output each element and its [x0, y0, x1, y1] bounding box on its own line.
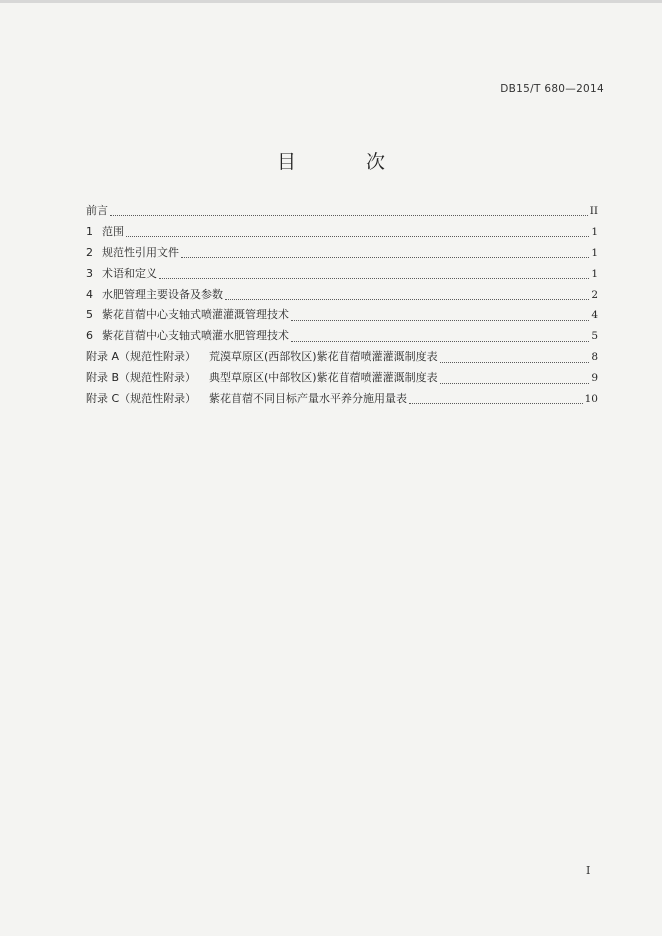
dot-leader	[440, 361, 590, 363]
toc-entry-page: 10	[584, 393, 598, 406]
toc-entry-appendix-a[interactable]	[86, 347, 598, 368]
toc-entry-page: 5	[591, 330, 598, 343]
toc-entry-page: 9	[591, 372, 598, 385]
toc-entry-page: 4	[591, 309, 598, 322]
toc-entry-number: 6	[86, 329, 93, 343]
toc-entry-appendix-c[interactable]	[86, 389, 598, 410]
dot-leader	[440, 382, 590, 384]
dot-leader	[409, 402, 583, 404]
toc-entry-page: II	[589, 205, 598, 217]
dot-leader	[181, 256, 589, 258]
toc-entry-6[interactable]	[86, 326, 598, 347]
toc-entry-number: 4	[86, 287, 93, 301]
toc-entry-5[interactable]	[86, 305, 598, 326]
toc-entry-label: 水肥管理主要设备及参数	[102, 287, 223, 301]
toc-entry-foreword[interactable]	[86, 201, 598, 222]
toc-entry-label: 规范性引用文件	[102, 245, 179, 259]
standard-code: DB15/T 680—2014	[500, 83, 604, 95]
toc-entry-number: 2	[86, 245, 93, 259]
dot-leader	[126, 235, 589, 237]
dot-leader	[110, 214, 588, 216]
dot-leader	[291, 319, 589, 321]
toc-entry-3[interactable]	[86, 264, 598, 285]
table-of-contents	[86, 201, 598, 410]
toc-entry-number: 1	[86, 224, 93, 238]
toc-entry-1[interactable]	[86, 222, 598, 243]
toc-entry-label: 荒漠草原区(西部牧区)紫花苜蓿喷灌灌溉制度表	[209, 350, 438, 364]
toc-entry-number: 3	[86, 266, 93, 280]
toc-entry-label: 紫花苜蓿中心支轴式喷灌水肥管理技术	[102, 329, 289, 343]
dot-leader	[225, 298, 589, 300]
page-title: 目 次	[276, 151, 418, 173]
toc-entry-page: 1	[591, 246, 598, 259]
toc-entry-page: 8	[591, 351, 598, 364]
dot-leader	[159, 277, 589, 279]
toc-entry-page: 1	[591, 267, 598, 280]
scan-top-edge	[0, 0, 662, 3]
toc-entry-label: 紫花苜蓿中心支轴式喷灌灌溉管理技术	[102, 308, 289, 322]
toc-entry-4[interactable]	[86, 285, 598, 306]
toc-entry-2[interactable]	[86, 243, 598, 264]
appendix-prefix: 附录 A（规范性附录）	[86, 350, 197, 364]
appendix-prefix: 附录 C（规范性附录）	[86, 392, 197, 406]
toc-entry-label: 典型草原区(中部牧区)紫花苜蓿喷灌灌溉制度表	[209, 371, 438, 385]
toc-entry-appendix-b[interactable]	[86, 368, 598, 389]
toc-entry-page: 1	[591, 225, 598, 238]
toc-entry-label: 范围	[102, 224, 124, 238]
appendix-prefix: 附录 B（规范性附录）	[86, 371, 197, 385]
toc-entry-label: 术语和定义	[102, 266, 157, 280]
toc-entry-label: 紫花苜蓿不同目标产量水平养分施用量表	[209, 392, 407, 406]
toc-entry-page: 2	[591, 288, 598, 301]
toc-entry-number: 5	[86, 308, 93, 322]
toc-entry-label: 前言	[86, 204, 108, 217]
dot-leader	[291, 340, 589, 342]
page-number: I	[586, 864, 591, 877]
